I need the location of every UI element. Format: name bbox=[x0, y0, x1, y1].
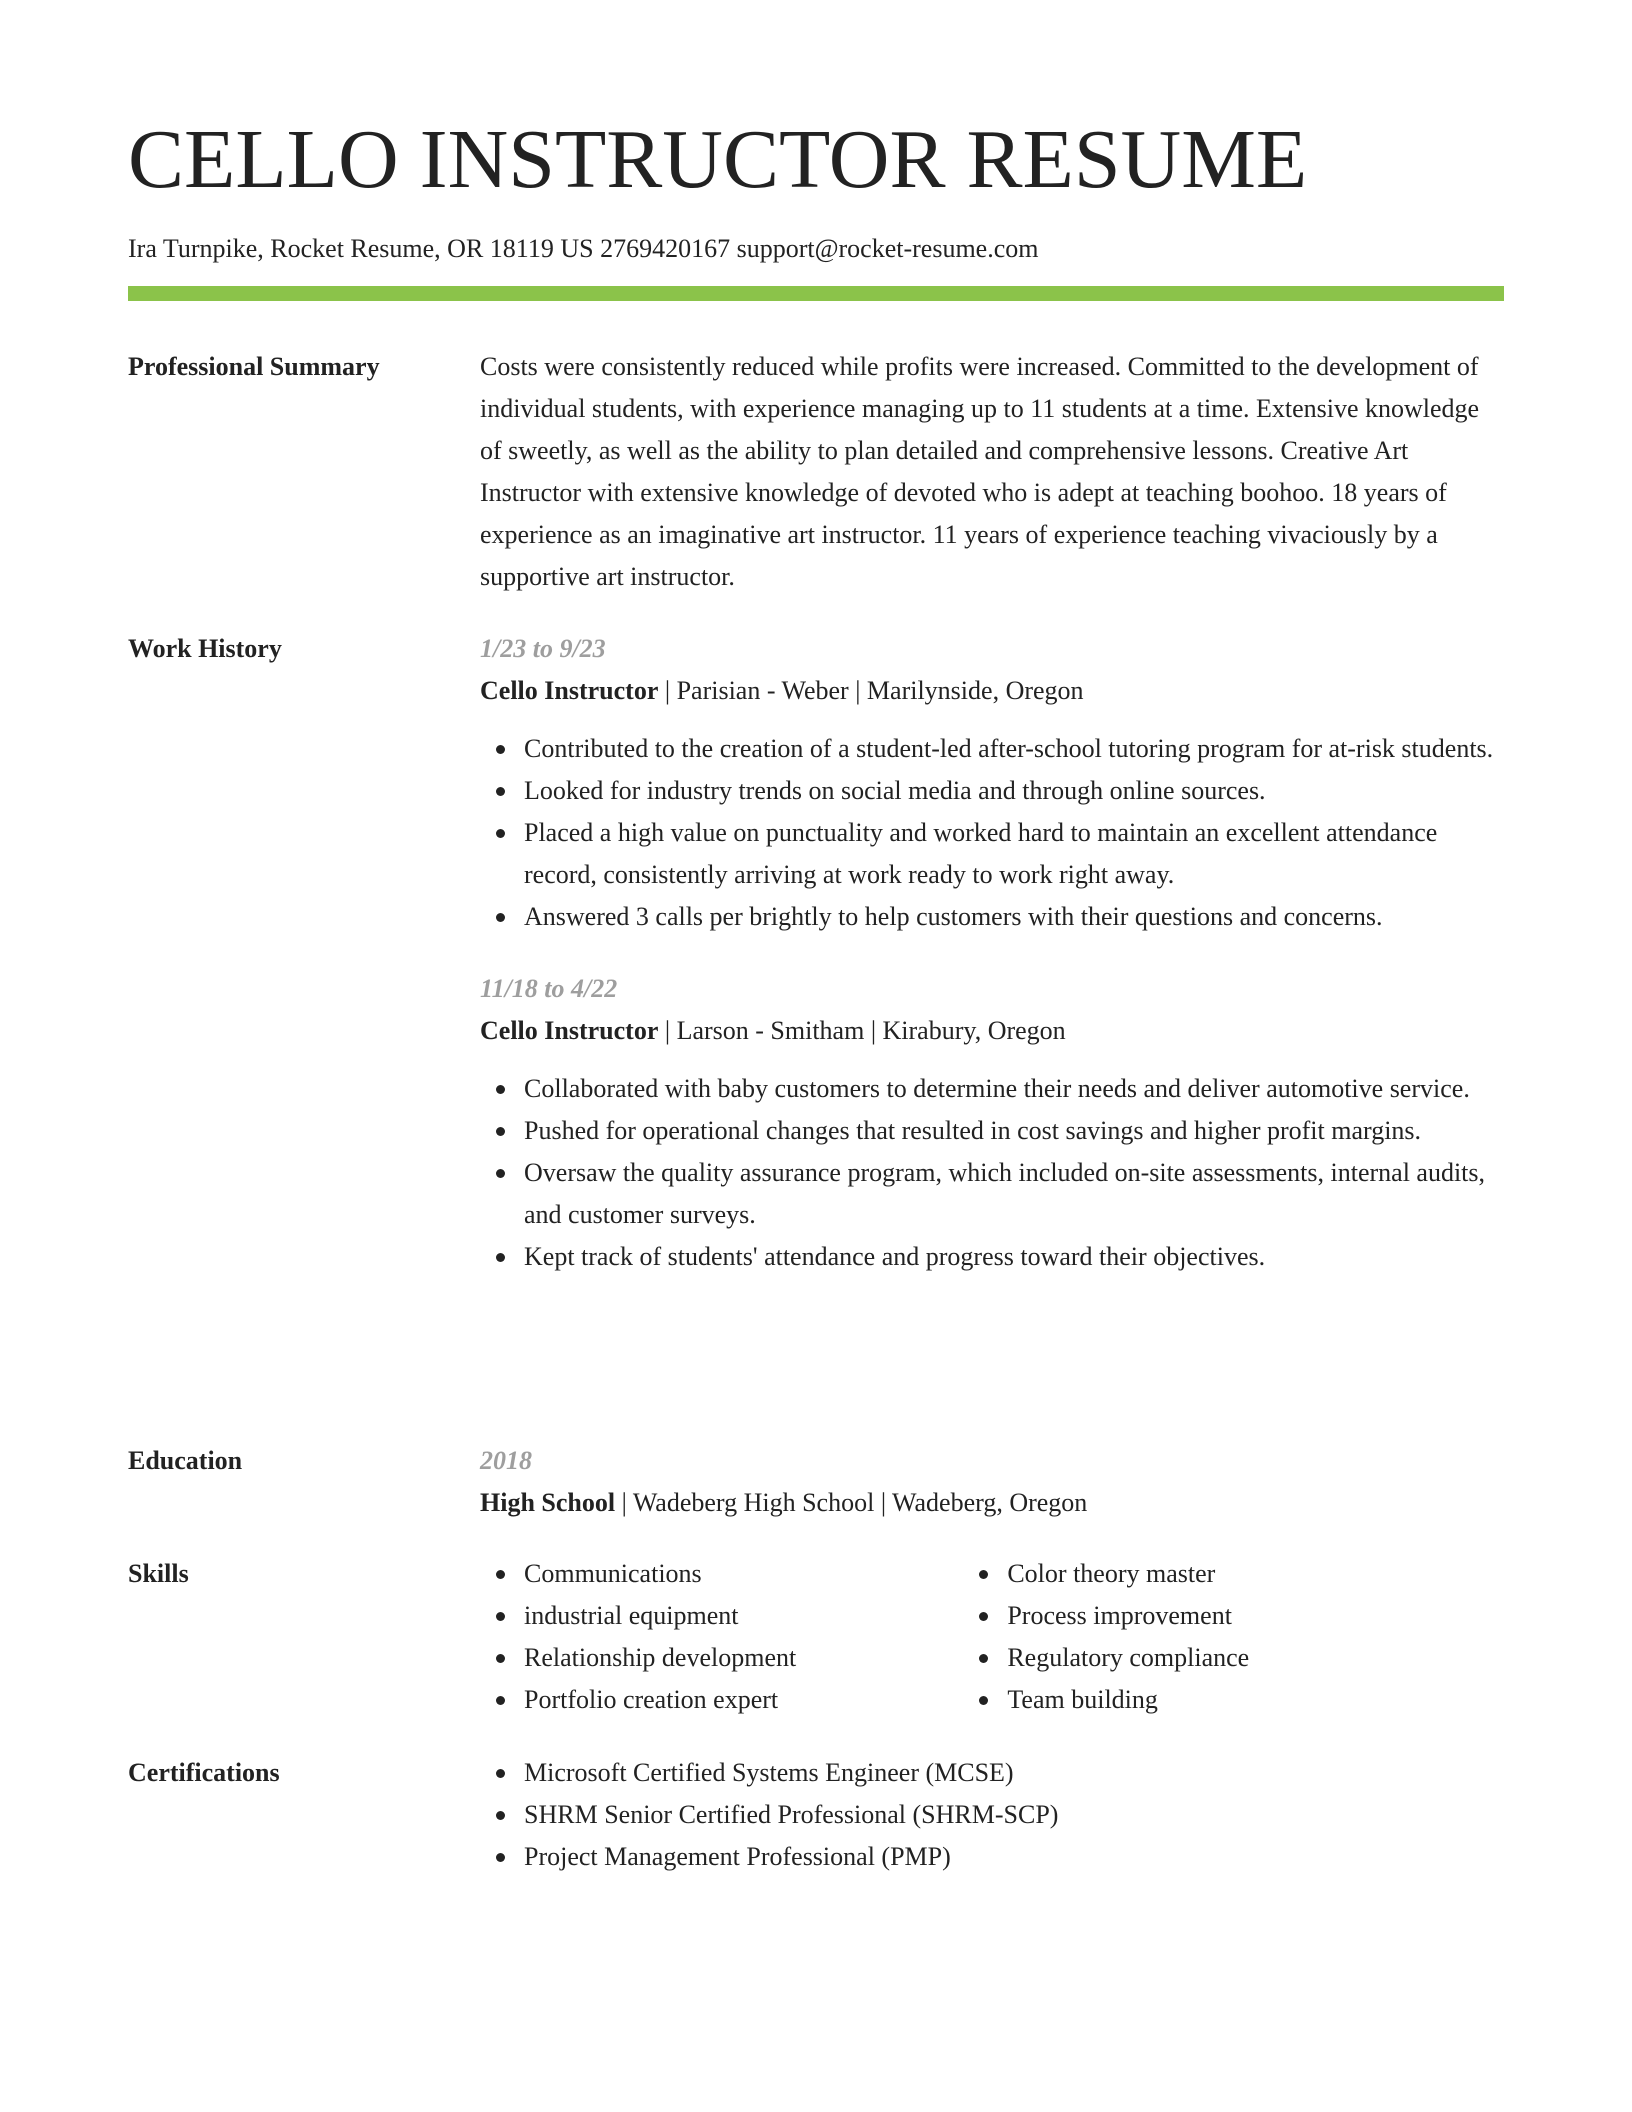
education-details: | Wadeberg High School | Wadeberg, Oregon bbox=[615, 1488, 1088, 1517]
work-history-body bbox=[480, 628, 1504, 1278]
job-dates: 11/18 to 4/22 bbox=[480, 974, 618, 1003]
certifications-body bbox=[480, 1752, 1504, 1878]
list-item: Color theory master bbox=[1007, 1553, 1504, 1595]
resume-title: CELLO INSTRUCTOR RESUME bbox=[128, 113, 1308, 206]
list-item: Oversaw the quality assurance program, which included on-site assessments, internal audits, and customer surveys. bbox=[524, 1152, 1504, 1236]
list-item: Contributed to the creation of a student-led after-school tutoring program for at-risk students. bbox=[524, 728, 1504, 770]
list-item: Regulatory compliance bbox=[1007, 1637, 1504, 1679]
list-item: Looked for industry trends on social media and through online sources. bbox=[524, 770, 1504, 812]
certifications-list bbox=[480, 1752, 1504, 1878]
list-item: Answered 3 calls per brightly to help customers with their questions and concerns. bbox=[524, 896, 1504, 938]
accent-divider bbox=[128, 286, 1504, 301]
list-item: Pushed for operational changes that resulted in cost savings and higher profit margins. bbox=[524, 1110, 1504, 1152]
job-title: Cello Instructor bbox=[480, 1016, 659, 1045]
list-item: industrial equipment bbox=[524, 1595, 963, 1637]
job-line bbox=[480, 670, 1504, 712]
list-item: Placed a high value on punctuality and worked hard to maintain an excellent attendance record, consistently arriving at work ready to work right away. bbox=[524, 812, 1504, 896]
job-line bbox=[480, 1010, 1504, 1052]
education-body bbox=[480, 1440, 1504, 1524]
job-bullets bbox=[480, 1068, 1504, 1278]
list-item: Relationship development bbox=[524, 1637, 963, 1679]
skills-left-list bbox=[480, 1553, 963, 1721]
skills-columns bbox=[480, 1553, 1504, 1721]
skills-right-list bbox=[963, 1553, 1504, 1721]
work-history-heading: Work History bbox=[128, 634, 282, 663]
job-title: Cello Instructor bbox=[480, 676, 659, 705]
job-details: | Parisian - Weber | Marilynside, Oregon bbox=[658, 676, 1084, 705]
education-dates: 2018 bbox=[480, 1446, 532, 1475]
job-dates: 1/23 to 9/23 bbox=[480, 634, 606, 663]
list-item: Portfolio creation expert bbox=[524, 1679, 963, 1721]
list-item: Microsoft Certified Systems Engineer (MCSE) bbox=[524, 1752, 1504, 1794]
list-item: Process improvement bbox=[1007, 1595, 1504, 1637]
summary-heading: Professional Summary bbox=[128, 352, 380, 381]
job-entry bbox=[480, 968, 1504, 1278]
education-degree: High School bbox=[480, 1488, 616, 1517]
contact-info: Ira Turnpike, Rocket Resume, OR 18119 US 2769420167 support@rocket-resume.com bbox=[128, 234, 1039, 263]
list-item: Kept track of students' attendance and progress toward their objectives. bbox=[524, 1236, 1504, 1278]
list-item: Team building bbox=[1007, 1679, 1504, 1721]
summary-text: Costs were consistently reduced while profits were increased. Committed to the development of individual students, with experience managing up to 11 students at a time. Extensive knowledge of sweetly, as well as the ability to plan detailed and comprehensive lessons. Creative Art Instructor with extensive knowledge of devoted who is adept at teaching boohoo. 18 years of experience as an imaginative art instructor. 11 years of experience teaching vivaciously by a supportive art instructor. bbox=[480, 352, 1480, 591]
summary-body bbox=[480, 346, 1504, 598]
education-heading: Education bbox=[128, 1446, 243, 1475]
list-item: Project Management Professional (PMP) bbox=[524, 1836, 1504, 1878]
list-item: SHRM Senior Certified Professional (SHRM-SCP) bbox=[524, 1794, 1504, 1836]
job-entry bbox=[480, 628, 1504, 938]
list-item: Collaborated with baby customers to determine their needs and deliver automotive service. bbox=[524, 1068, 1504, 1110]
job-details: | Larson - Smitham | Kirabury, Oregon bbox=[658, 1016, 1066, 1045]
education-line bbox=[480, 1482, 1504, 1524]
skills-heading: Skills bbox=[128, 1559, 189, 1588]
list-item: Communications bbox=[524, 1553, 963, 1595]
certifications-heading: Certifications bbox=[128, 1758, 280, 1787]
skills-body bbox=[480, 1553, 1504, 1721]
job-bullets bbox=[480, 728, 1504, 938]
